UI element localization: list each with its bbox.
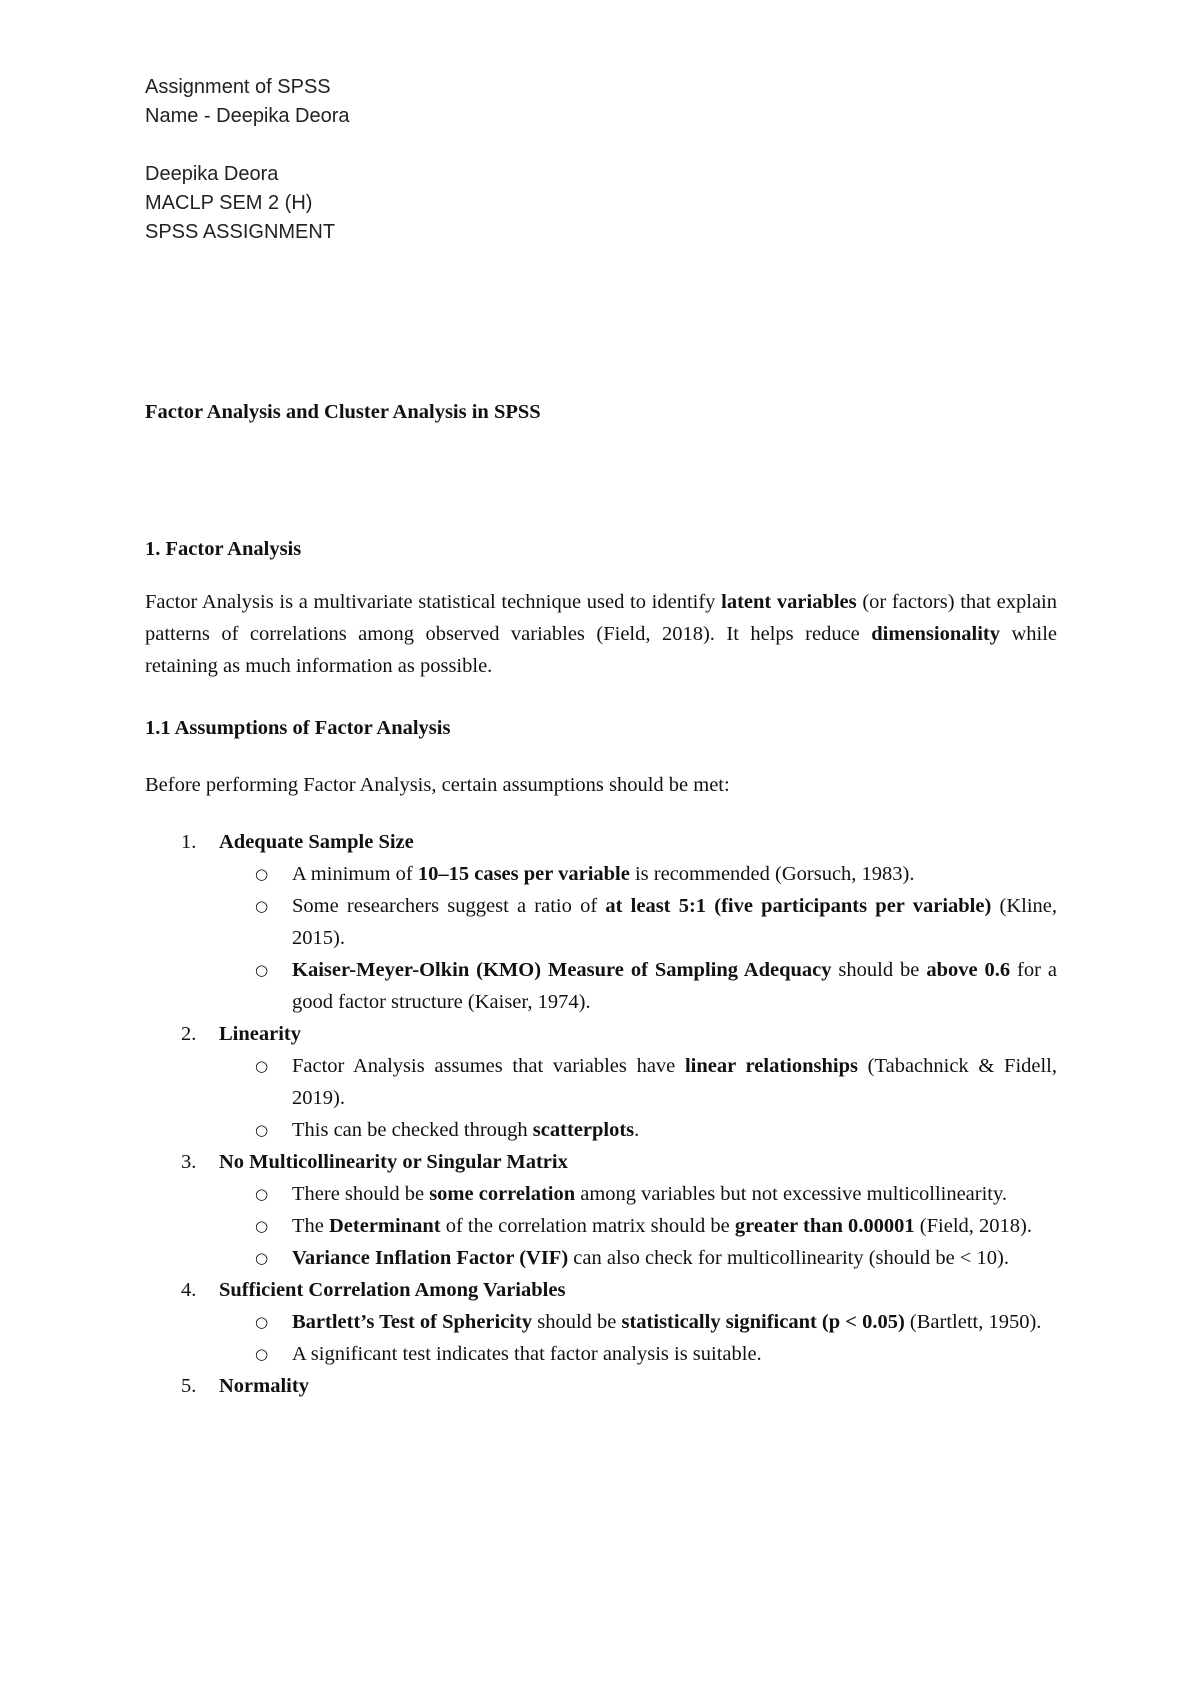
sub-bullet-run-bold: 10–15 cases per variable: [417, 863, 630, 885]
sub-bullet-run: .: [634, 1119, 640, 1141]
sub-bullet-run: (Bartlett, 1950).: [904, 1311, 1042, 1333]
sub-bullet-run: among variables but not excessive multicollinearity.: [575, 1183, 1008, 1205]
sub-bullet-run-bold: Bartlett’s Test of Sphericity: [292, 1311, 533, 1333]
assumption-title: Sufficient Correlation Among Variables: [219, 1279, 566, 1301]
hollow-circle-bullet-icon: ○: [255, 897, 269, 915]
intro-run-bold: dimensionality: [871, 623, 1000, 645]
assumption-title: No Multicollinearity or Singular Matrix: [219, 1151, 568, 1173]
sub-bullet-run: A minimum of: [292, 863, 418, 885]
sub-bullet-run-bold: Variance Inflation Factor (VIF): [292, 1247, 569, 1269]
sub-bullet-run-bold: some correlation: [429, 1183, 576, 1205]
sub-bullet-run: for a good factor structure (Kaiser, 1974).: [292, 959, 1057, 1013]
intro-run: while retaining as much information as possible.: [145, 623, 1057, 677]
header-assignment-line: Assignment of SPSS: [145, 76, 331, 98]
assumption-number: 1.: [181, 831, 197, 853]
assumption-item: [145, 1146, 1057, 1178]
assumption-number: 3.: [181, 1151, 197, 1173]
assumption-sub-bullet: [145, 858, 1057, 890]
sub-bullet-run: Factor Analysis assumes that variables have: [292, 1055, 685, 1077]
hollow-circle-bullet-icon: ○: [255, 1313, 269, 1331]
sub-bullet-run: of the correlation matrix should be: [440, 1215, 735, 1237]
assumption-sub-bullet: [145, 1210, 1057, 1242]
sub-bullet-run-bold: scatterplots: [532, 1119, 635, 1141]
sub-bullet-run: There should be: [292, 1183, 430, 1205]
hollow-circle-bullet-icon: ○: [255, 1249, 269, 1267]
header-course: MACLP SEM 2 (H): [145, 192, 313, 214]
hollow-circle-bullet-icon: ○: [255, 1185, 269, 1203]
assumptions-list: [145, 826, 1057, 1402]
sub-bullet-run-bold: above 0.6: [926, 959, 1011, 981]
sub-bullet-run-bold: Kaiser-Meyer-Olkin (KMO) Measure of Sampling Adequacy: [292, 959, 832, 981]
sub-bullet-run-bold: at least 5:1 (five participants per variable): [605, 895, 992, 917]
sub-bullet-run: should be: [831, 959, 927, 981]
sub-bullet-run: Some researchers suggest a ratio of: [292, 895, 606, 917]
sub-bullet-run-bold: statistically significant (p < 0.05): [621, 1311, 905, 1333]
hollow-circle-bullet-icon: ○: [255, 1057, 269, 1075]
sub-bullet-run-bold: Determinant: [329, 1215, 441, 1237]
assumption-item: [145, 826, 1057, 858]
assumption-sub-bullet: [145, 1306, 1057, 1338]
sub-bullet-run-bold: linear relationships: [684, 1055, 858, 1077]
intro-run: Factor Analysis is a multivariate statistical technique used to identify: [145, 591, 722, 613]
assumption-sub-bullet: [145, 1178, 1057, 1210]
header-assignment-type: SPSS ASSIGNMENT: [145, 221, 336, 243]
assumption-sub-bullet: [145, 954, 1057, 1018]
intro-run: (or factors) that explain patterns of correlations among observed variables (Field, 2018). It helps reduce: [145, 591, 1057, 645]
assumption-number: 5.: [181, 1375, 197, 1397]
sub-bullet-run: The: [292, 1215, 329, 1237]
assumption-title: Normality: [219, 1375, 309, 1397]
assumption-item: [145, 1274, 1057, 1306]
assumption-sub-bullet: [145, 1242, 1057, 1274]
hollow-circle-bullet-icon: ○: [255, 865, 269, 883]
sub-bullet-run: is recommended (Gorsuch, 1983).: [629, 863, 915, 885]
section-heading-factor-analysis: 1. Factor Analysis: [145, 538, 302, 560]
header-name-line: Name - Deepika Deora: [145, 105, 350, 127]
sub-bullet-run: (Field, 2018).: [914, 1215, 1032, 1237]
sub-bullet-run: A significant test indicates that factor analysis is suitable.: [292, 1343, 762, 1365]
assumption-sub-bullet: [145, 1338, 1057, 1370]
sub-bullet-run: can also check for multicollinearity (should be < 10).: [568, 1247, 1009, 1269]
header-spacer: [145, 131, 350, 160]
sub-bullet-run: (Kline, 2015).: [292, 895, 1058, 949]
sub-bullet-run: (Tabachnick & Fidell, 2019).: [292, 1055, 1057, 1109]
assumption-sub-bullet: [145, 1114, 1057, 1146]
assumption-title: Linearity: [219, 1023, 301, 1045]
hollow-circle-bullet-icon: ○: [255, 1217, 269, 1235]
header-student-name: Deepika Deora: [145, 163, 279, 185]
hollow-circle-bullet-icon: ○: [255, 1121, 269, 1139]
assumption-sub-bullet: [145, 890, 1057, 954]
document-header: [145, 73, 350, 247]
assumption-number: 2.: [181, 1023, 197, 1045]
assumption-title: Adequate Sample Size: [219, 831, 414, 853]
sub-bullet-run: should be: [532, 1311, 622, 1333]
sub-bullet-run-bold: greater than 0.00001: [734, 1215, 915, 1237]
assumptions-lead-paragraph: Before performing Factor Analysis, certain assumptions should be met:: [145, 774, 730, 796]
document-title: Factor Analysis and Cluster Analysis in SPSS: [145, 401, 541, 423]
assumption-sub-bullet: [145, 1050, 1057, 1114]
hollow-circle-bullet-icon: ○: [255, 1345, 269, 1363]
factor-analysis-intro-paragraph: [145, 586, 1057, 682]
section-heading-assumptions: 1.1 Assumptions of Factor Analysis: [145, 717, 451, 739]
intro-run-bold: latent variables: [721, 591, 857, 613]
assumption-number: 4.: [181, 1279, 197, 1301]
hollow-circle-bullet-icon: ○: [255, 961, 269, 979]
assumption-item: [145, 1370, 1057, 1402]
assumption-item: [145, 1018, 1057, 1050]
sub-bullet-run: This can be checked through: [292, 1119, 533, 1141]
